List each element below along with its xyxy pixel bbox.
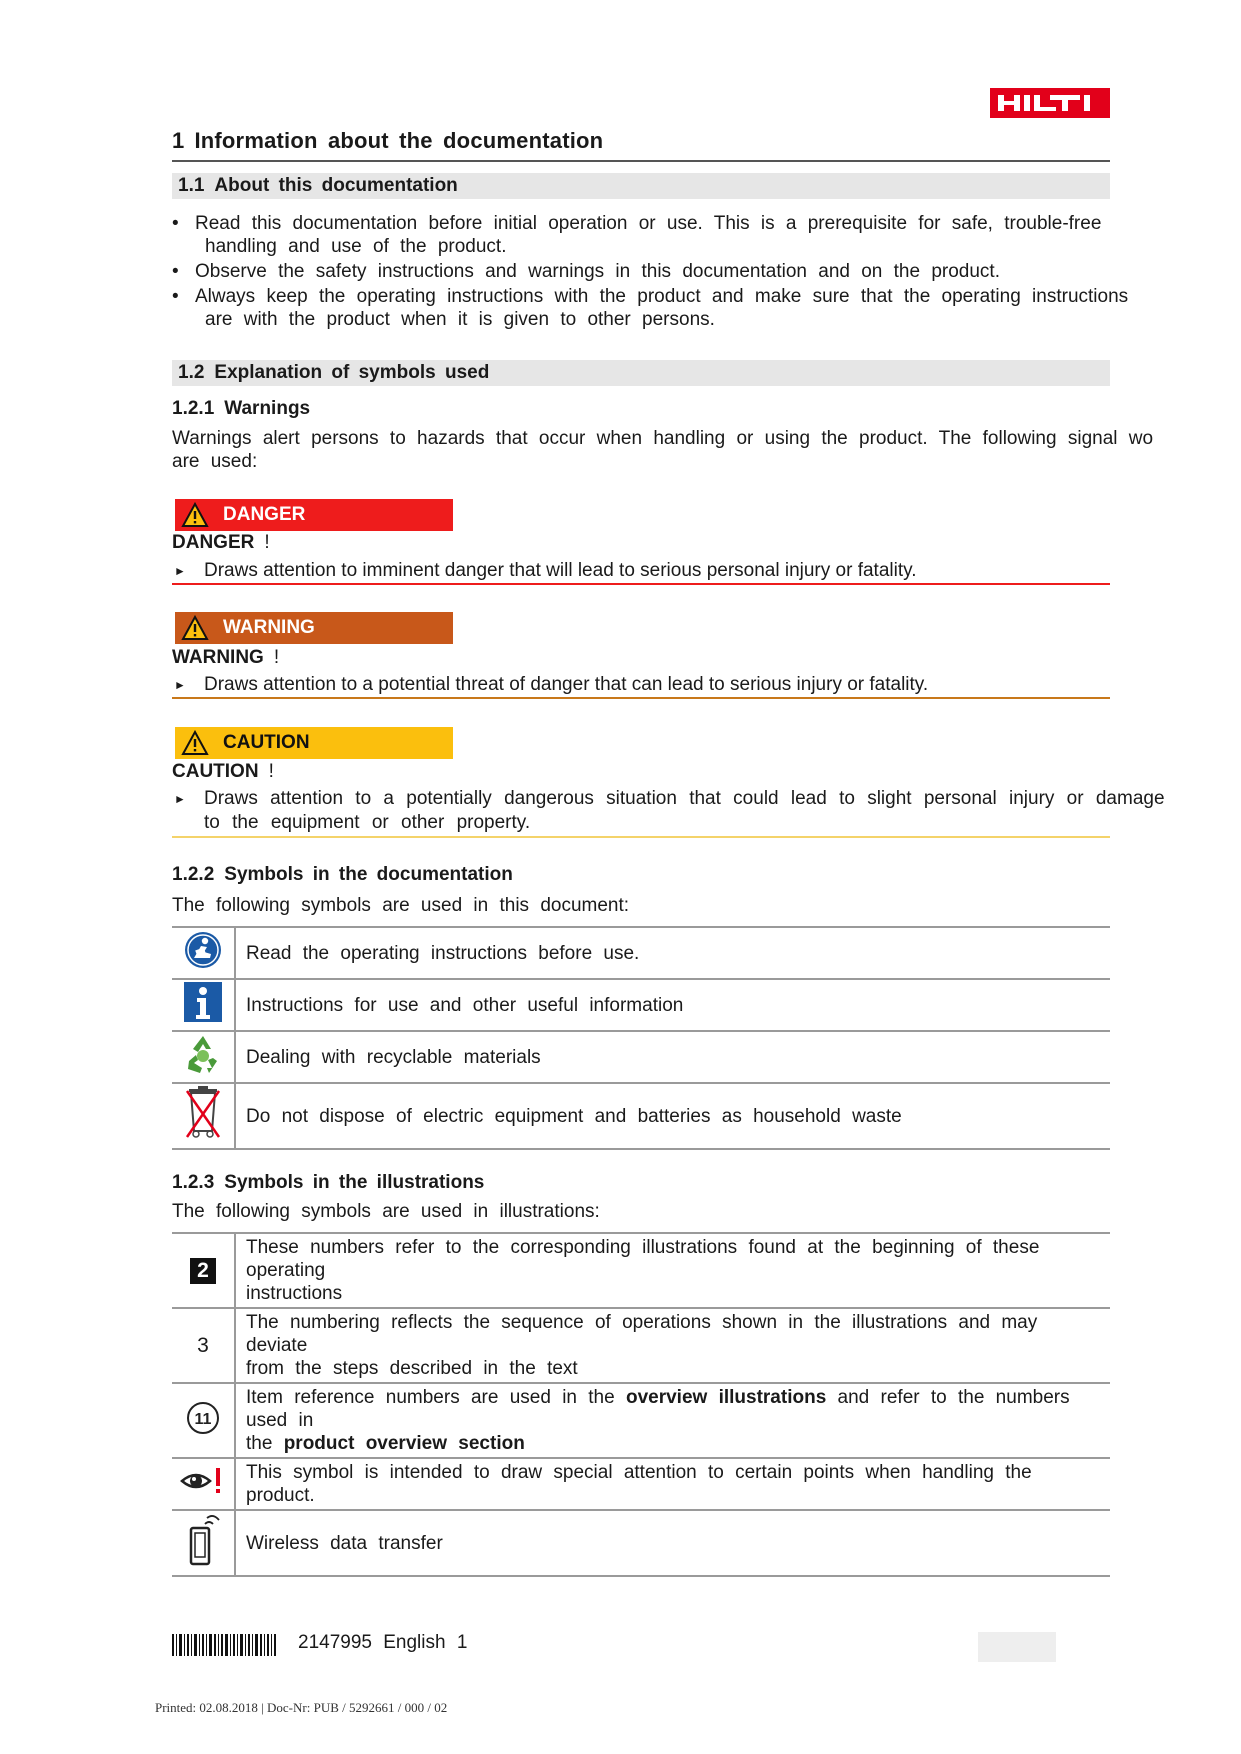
section-1-2-3-heading: 1.2.3 Symbols in the illustrations — [172, 1172, 485, 1193]
info-icon — [183, 981, 223, 1023]
hilti-logo — [990, 88, 1110, 118]
barcode-icon — [172, 1634, 276, 1656]
table-row: 3 The numbering reflects the sequence of operations shown in the illustrations and may deviate from the steps described in the text — [172, 1308, 1110, 1383]
danger-rule — [172, 583, 1110, 585]
warnings-intro: Warnings alert persons to hazards that occur when handling or using the product. The following signal wo are used: — [172, 428, 1154, 472]
printed-info: Printed: 02.08.2018 | Doc-Nr: PUB / 5292661 / 000 / 02 — [155, 1700, 448, 1715]
footer-blank-box — [978, 1632, 1056, 1662]
item-number-label: 11 — [194, 1410, 212, 1428]
caution-banner: CAUTION — [175, 727, 453, 759]
warning-rule — [172, 697, 1110, 699]
doc-symbols-table — [172, 926, 1110, 1150]
recycle-icon — [182, 1033, 224, 1075]
warning-banner: WARNING — [175, 612, 453, 644]
about-bullets — [172, 212, 1212, 333]
bullet-triangle-icon: ► — [174, 678, 186, 692]
crossed-bin-icon — [183, 1085, 223, 1141]
section-1-2-1-heading: 1.2.1 Warnings — [172, 398, 311, 419]
doc-symbols-intro: The following symbols are used in this document: — [172, 895, 630, 916]
warning-signal-word: WARNING ! — [172, 647, 280, 668]
footer-doc-info: 2147995 English 1 — [298, 1632, 468, 1653]
step-number: 3 — [197, 1333, 209, 1357]
list-item: • Always keep the operating instructions with the product and make sure that the operating instructions are with the product when it is given to other persons. — [172, 285, 1212, 331]
bullet-triangle-icon: ► — [174, 564, 186, 578]
warning-triangle-icon — [181, 730, 209, 756]
table-row: This symbol is intended to draw special attention to certain points when handling the product. — [172, 1458, 1110, 1510]
caution-rule — [172, 836, 1110, 838]
illustration-symbols-table — [172, 1232, 1110, 1577]
danger-description: ► Draws attention to imminent danger that will lead to serious personal injury or fatality. — [174, 560, 917, 581]
danger-signal-word: DANGER ! — [172, 532, 270, 553]
section-1-heading: 1 Information about the documentation — [172, 128, 1110, 162]
section-1-2-heading: 1.2 Explanation of symbols used — [172, 360, 1110, 386]
table-row: 11 Item reference numbers are used in the overview illustrations and refer to the numbers used in the product overview section — [172, 1383, 1110, 1458]
attention-eye-icon — [180, 1466, 226, 1496]
section-1-2-2-heading: 1.2.2 Symbols in the documentation — [172, 864, 513, 885]
table-row: Dealing with recyclable materials — [172, 1031, 1110, 1083]
table-row: 2 These numbers refer to the corresponding illustrations found at the beginning of these operating instructions — [172, 1233, 1110, 1308]
read-manual-icon — [183, 930, 223, 970]
bullet-triangle-icon: ► — [174, 792, 186, 806]
list-item: • Read this documentation before initial operation or use. This is a prerequisite for safe, trouble-free handling and use of the product. — [172, 212, 1212, 258]
illustration-number-badge: 2 — [190, 1258, 216, 1284]
list-item: • Observe the safety instructions and warnings in this documentation and on the product. — [172, 260, 1212, 283]
warning-triangle-icon — [181, 615, 209, 641]
illustration-symbols-intro: The following symbols are used in illustrations: — [172, 1201, 600, 1222]
table-row: Do not dispose of electric equipment and batteries as household waste — [172, 1083, 1110, 1149]
table-row: Instructions for use and other useful information — [172, 979, 1110, 1031]
table-row: Wireless data transfer — [172, 1510, 1110, 1576]
table-row: Read the operating instructions before use. — [172, 927, 1110, 979]
warning-triangle-icon — [181, 502, 209, 528]
wireless-icon — [183, 1512, 223, 1568]
warning-description: ► Draws attention to a potential threat of danger that can lead to serious injury or fatality. — [174, 674, 929, 695]
item-number-circle-icon — [186, 1401, 220, 1435]
caution-description: ► Draws attention to a potentially dangerous situation that could lead to slight personal injury or damage to the equipment or other property. — [174, 788, 1165, 833]
danger-banner: DANGER — [175, 499, 453, 531]
caution-signal-word: CAUTION ! — [172, 761, 274, 782]
section-1-1-heading: 1.1 About this documentation — [172, 173, 1110, 199]
